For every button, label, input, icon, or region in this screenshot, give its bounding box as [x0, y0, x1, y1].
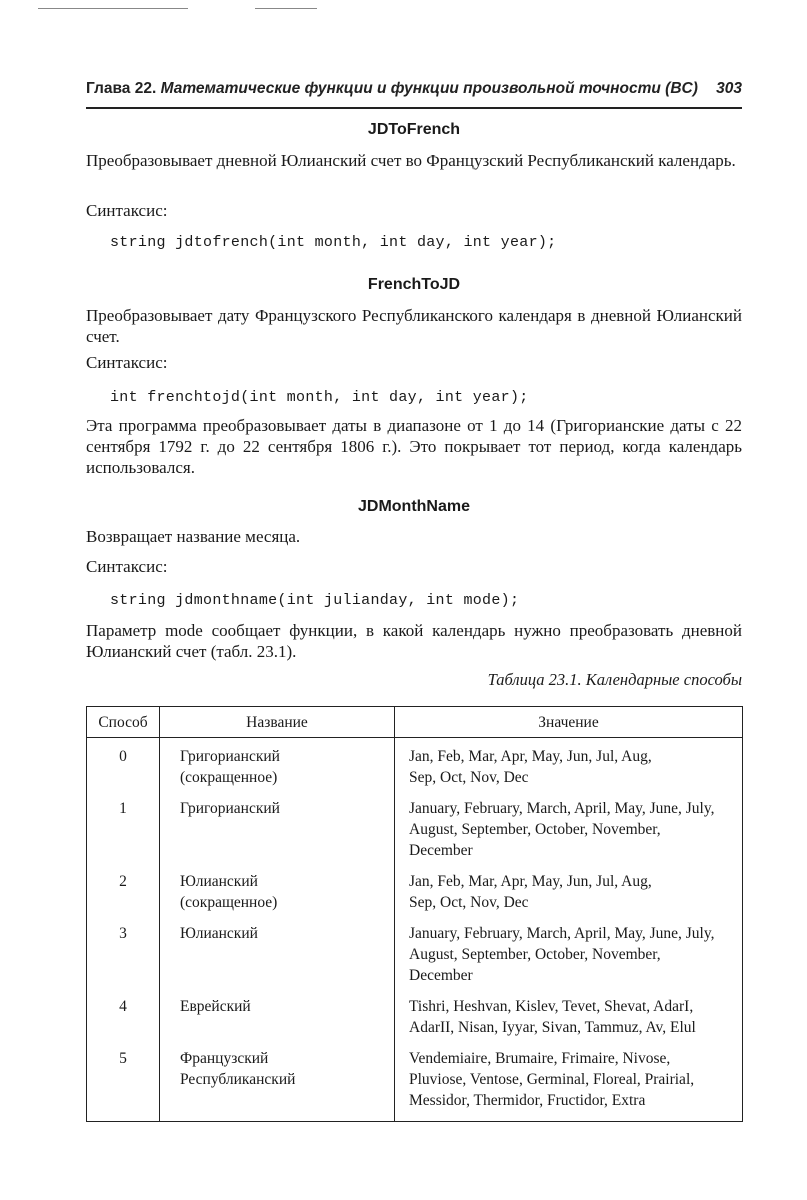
- frenchtojd-description: Преобразовывает дату Французского Республиканского календаря в дневной Юлианский счет.: [86, 306, 742, 346]
- cell-name: Григорианский (сокращенное): [160, 738, 395, 791]
- cell-name: Юлианский: [160, 915, 395, 988]
- cell-mode: 5: [87, 1040, 160, 1122]
- scan-artifact: [255, 8, 317, 9]
- cell-mode: 3: [87, 915, 160, 988]
- cell-mode: 4: [87, 988, 160, 1040]
- cell-name: Французский Республиканский: [160, 1040, 395, 1122]
- cell-value: Jan, Feb, Mar, Apr, May, Jun, Jul, Aug, Sep, Oct, Nov, Dec: [395, 863, 743, 915]
- column-header-value: Значение: [395, 707, 743, 738]
- page-number: 303: [716, 80, 742, 97]
- jdtofrench-syntax-label: Синтаксис:: [86, 201, 168, 220]
- table-header-row: [87, 707, 743, 738]
- cell-name: Еврейский: [160, 988, 395, 1040]
- header-title-group: [86, 80, 698, 98]
- chapter-label: Глава 22.: [86, 80, 157, 97]
- section-heading-jdmonthname: JDMonthName: [357, 498, 470, 515]
- jdmonthname-note: Параметр mode сообщает функции, в какой календарь нужно преобразовать дневной Юлианский счет (табл. 23.1).: [86, 621, 742, 661]
- table-row: [87, 915, 743, 988]
- jdmonthname-code: string jdmonthname(int julianday, int mode);: [110, 592, 520, 609]
- cell-name: Юлианский (сокращенное): [160, 863, 395, 915]
- cell-value: Tishri, Heshvan, Kislev, Tevet, Shevat, AdarI, AdarII, Nisan, Iyyar, Sivan, Tammuz, Av, Elul: [395, 988, 743, 1040]
- calendar-modes-table: [86, 706, 743, 1122]
- cell-value: January, February, March, April, May, June, July, August, September, October, November, December: [395, 790, 743, 863]
- cell-mode: 0: [87, 738, 160, 791]
- cell-mode: 1: [87, 790, 160, 863]
- header-rule: [86, 107, 742, 109]
- running-header: [86, 80, 742, 98]
- scan-artifact: [38, 8, 188, 9]
- jdtofrench-code: string jdtofrench(int month, int day, int year);: [110, 234, 557, 251]
- cell-value: Vendemiaire, Brumaire, Frimaire, Nivose, Pluviose, Ventose, Germinal, Floreal, Prairial, Messidor, Thermidor, Fructidor, Extra: [395, 1040, 743, 1122]
- cell-value: January, February, March, April, May, June, July, August, September, October, November, December: [395, 915, 743, 988]
- column-header-name: Название: [160, 707, 395, 738]
- section-heading-jdtofrench: JDToFrench: [367, 121, 461, 138]
- jdtofrench-description: Преобразовывает дневной Юлианский счет во Французский Республиканский календарь.: [86, 151, 736, 170]
- table-caption: Таблица 23.1. Календарные способы: [487, 670, 742, 689]
- cell-mode: 2: [87, 863, 160, 915]
- table-row: [87, 863, 743, 915]
- cell-name: Григорианский: [160, 790, 395, 863]
- table-row: [87, 738, 743, 791]
- frenchtojd-note: Эта программа преобразовывает даты в диапазоне от 1 до 14 (Григорианские даты с 22 сентября 1792 г. до 22 сентября 1806 г.). Это покрывает тот период, когда календарь использовался.: [86, 416, 742, 477]
- frenchtojd-code: int frenchtojd(int month, int day, int year);: [110, 389, 529, 406]
- frenchtojd-syntax-label: Синтаксис:: [86, 353, 168, 372]
- table-row: [87, 1040, 743, 1122]
- table-row: [87, 988, 743, 1040]
- jdmonthname-description: Возвращает название месяца.: [86, 527, 301, 546]
- jdmonthname-syntax-label: Синтаксис:: [86, 557, 168, 576]
- table-row: [87, 790, 743, 863]
- column-header-mode: Способ: [87, 707, 160, 738]
- chapter-title: Математические функции и функции произвольной точности (BC): [160, 80, 698, 97]
- section-heading-frenchtojd: FrenchToJD: [367, 276, 461, 293]
- cell-value: Jan, Feb, Mar, Apr, May, Jun, Jul, Aug, Sep, Oct, Nov, Dec: [395, 738, 743, 791]
